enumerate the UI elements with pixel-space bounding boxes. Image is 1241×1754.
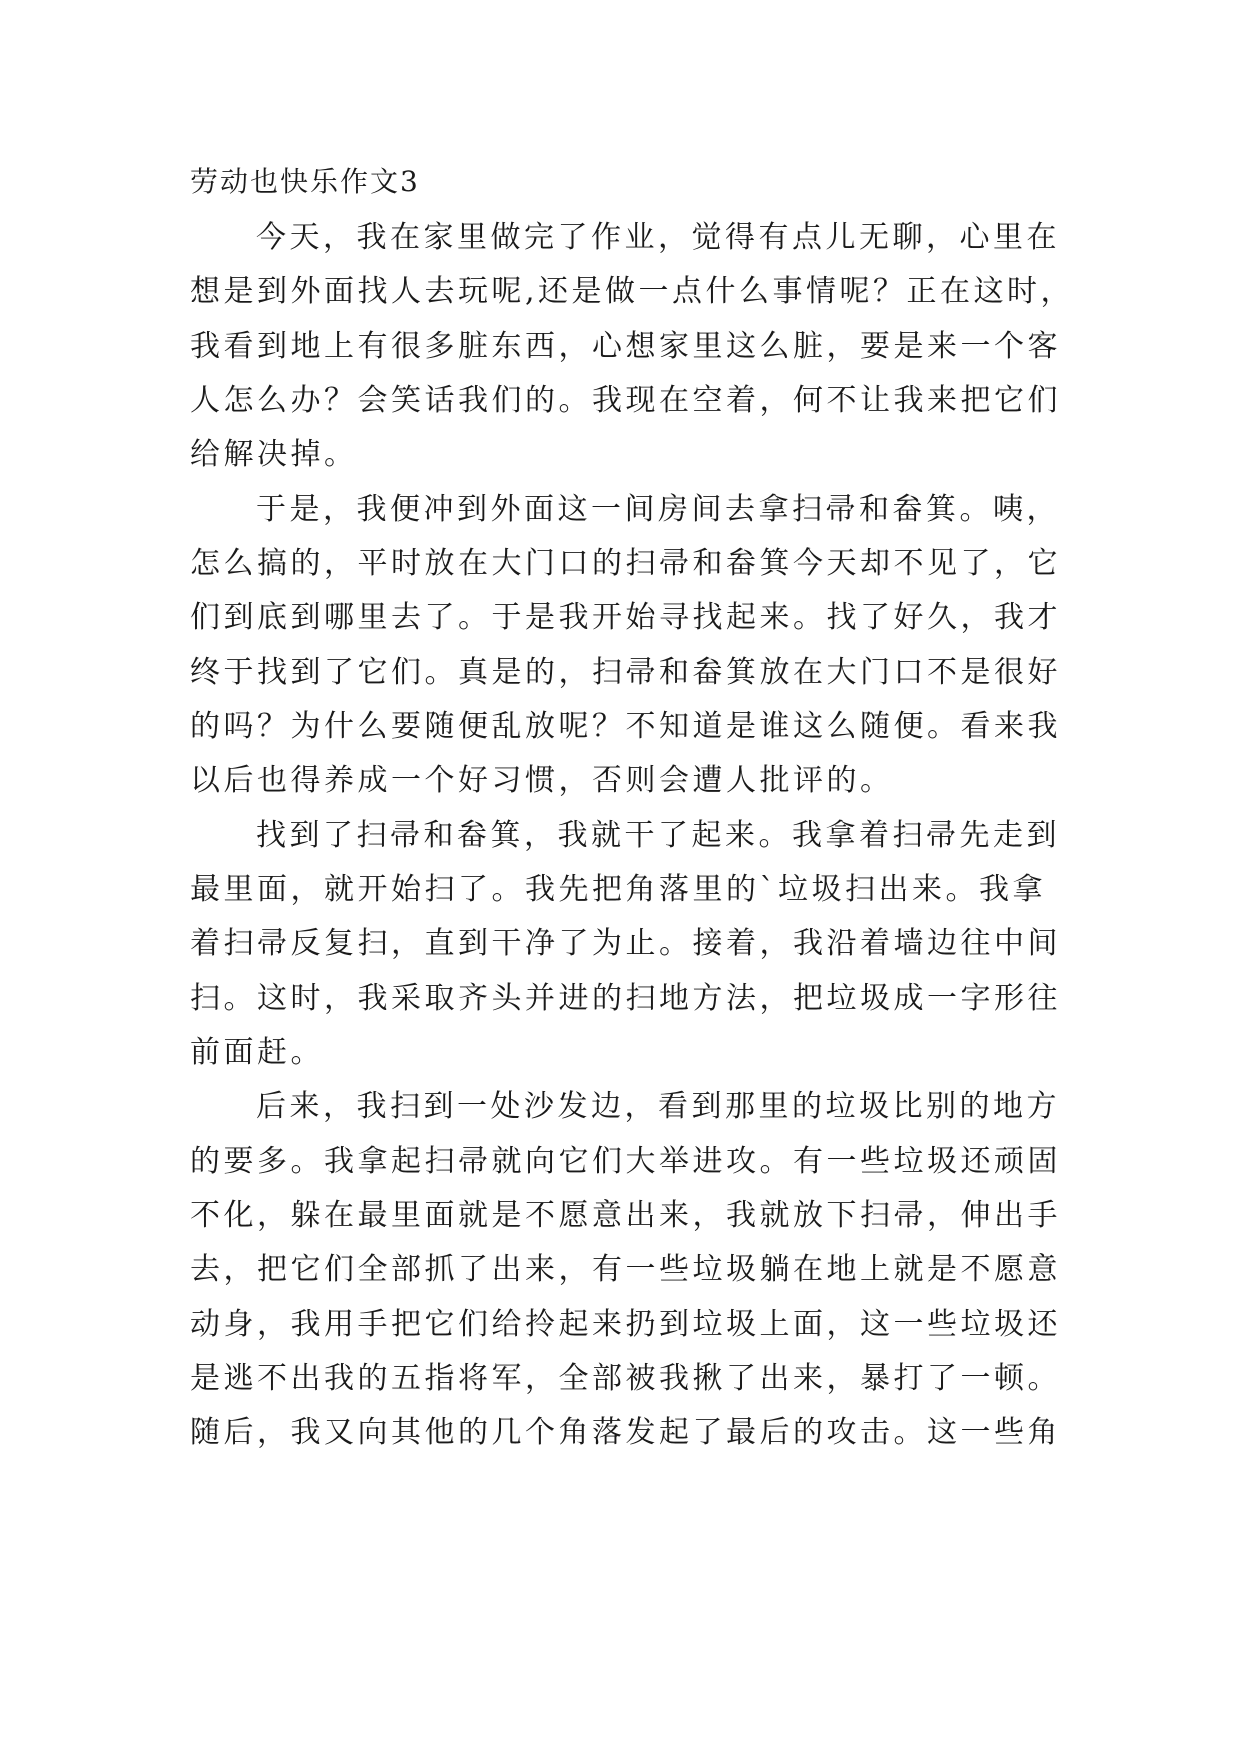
text-line: 想是到外面找人去玩呢,还是做一点什么事情呢？正在这时， [190,274,1075,309]
text-line: 以后也得养成一个好习惯，否则会遭人批评的。 [190,763,894,798]
text-line: 们到底到哪里去了。于是我开始寻找起来。找了好久，我才 [190,600,1061,635]
text-line: 终于找到了它们。真是的，扫帚和畚箕放在大门口不是很好 [190,655,1061,690]
text-line: 前面赶。 [190,1035,324,1070]
text-line: 随后，我又向其他的几个角落发起了最后的攻击。这一些角 [190,1415,1061,1450]
text-line: 动身，我用手把它们给拎起来扔到垃圾上面，这一些垃圾还 [190,1307,1061,1342]
text-line: 今天，我在家里做完了作业，觉得有点儿无聊，心里在 [256,220,1060,255]
text-line: 扫。这时，我采取齐头并进的扫地方法，把垃圾成一字形往 [190,981,1061,1016]
text-line: 不化，躲在最里面就是不愿意出来，我就放下扫帚，伸出手 [190,1198,1061,1233]
text-line: 找到了扫帚和畚箕，我就干了起来。我拿着扫帚先走到 [256,818,1060,853]
text-line: 最里面，就开始扫了。我先把角落里的`垃圾扫出来。我拿 [190,872,1046,907]
text-line: 的吗？为什么要随便乱放呢？不知道是谁这么随便。看来我 [190,709,1061,744]
text-line: 着扫帚反复扫，直到干净了为止。接着，我沿着墙边往中间 [190,926,1061,961]
text-line: 的要多。我拿起扫帚就向它们大举进攻。有一些垃圾还顽固 [190,1144,1061,1179]
text-line: 是逃不出我的五指将军，全部被我揪了出来，暴打了一顿。 [190,1361,1061,1396]
text-line: 去，把它们全部抓了出来，有一些垃圾躺在地上就是不愿意 [190,1252,1061,1287]
text-line: 给解决掉。 [190,437,358,472]
text-line: 人怎么办？会笑话我们的。我现在空着，何不让我来把它们 [190,383,1061,418]
text-line: 我看到地上有很多脏东西，心想家里这么脏，要是来一个客 [190,329,1061,364]
text-line: 怎么搞的，平时放在大门口的扫帚和畚箕今天却不见了，它 [190,546,1061,581]
text-line: 后来，我扫到一处沙发边，看到那里的垃圾比别的地方 [256,1089,1060,1124]
text-line: 于是，我便冲到外面这一间房间去拿扫帚和畚箕。咦， [256,492,1060,527]
document-title: 劳动也快乐作文3 [190,165,420,198]
